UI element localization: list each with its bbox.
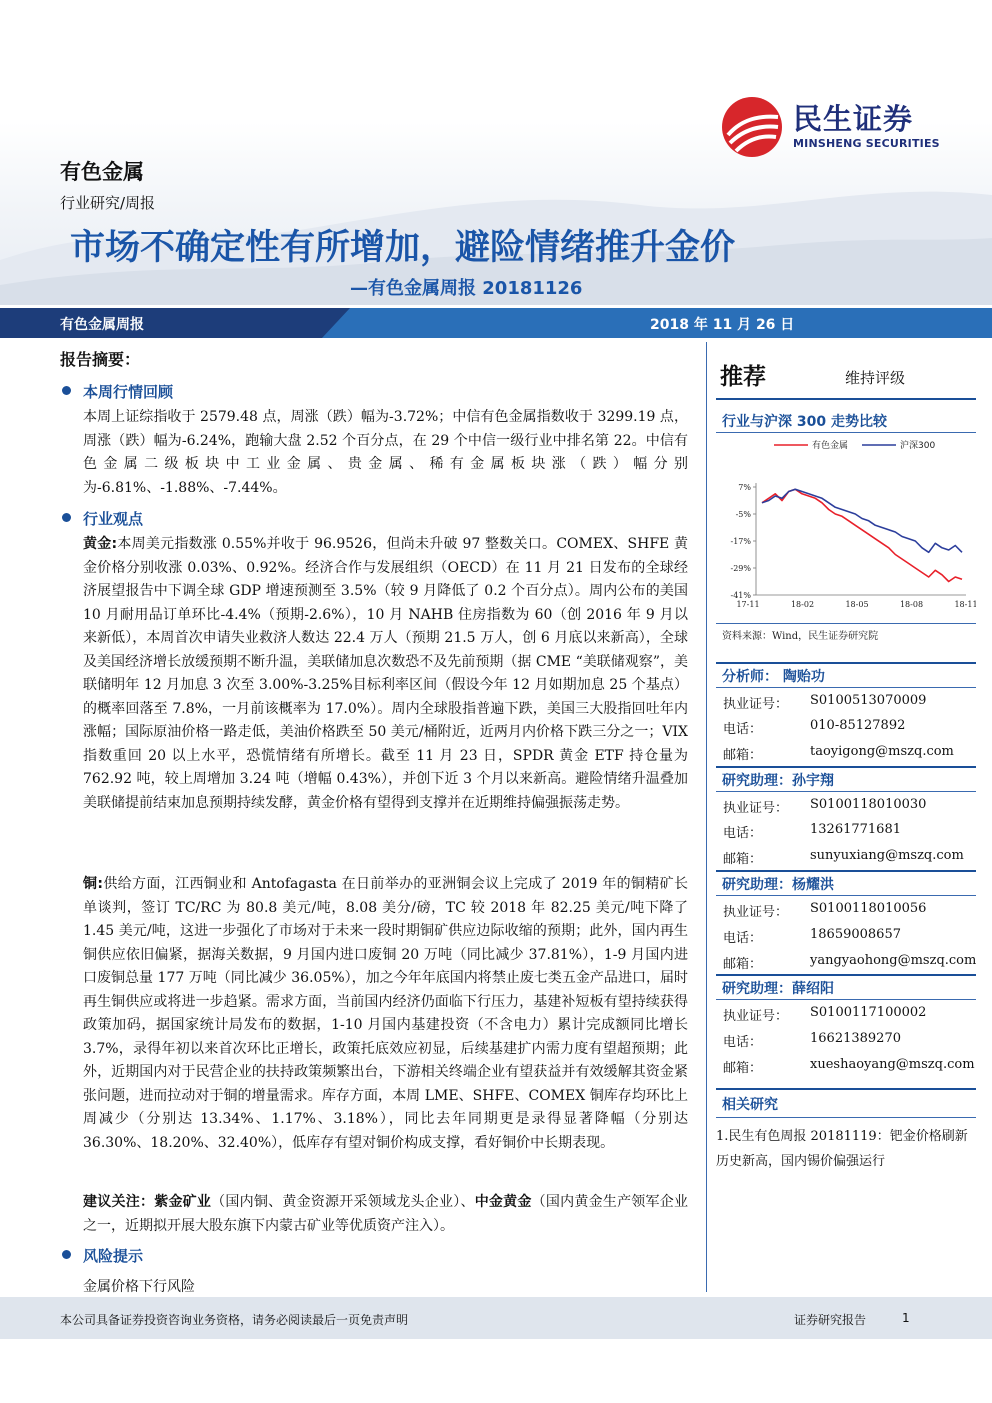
review-paragraph: 本周上证综指收于 2579.48 点，周涨（跌）幅为-3.72%；中信有色金属指数收于 3299.19 点，周涨（跌）幅为-6.24%，跑输大盘 2.52 个百分点，在 29 个中信一级行业中排名第 22。中信有色金属二级板块中工业金属、贵金属、稀有金属板块涨（跌）幅分别为-6.81%、-1.88%、-7.44%。	[83, 409, 688, 496]
copper-paragraph: 铜:供给方面，江西铜业和 Antofagasta 在日前举办的亚洲铜会议上完成了 2019 年的铜精矿长单谈判，签订 TC/RC 为 80.8 美元/吨，8.08 美分/磅，TC 较 2018 年 82.25 美元/吨下降了 1.45 美元/吨，这进一步强化了市场对于未来一段时期铜矿供应边际收缩的预期；此外，国内再生铜供应依旧偏紧，据海关数据，9 月国内进口废铜 20 万吨（同比减少 37.81%），1-9 月国内进口废铜总量 177 万吨（同比减少 36.05%），加之今年年底国内将禁止废七类五金产品进口，届时再生铜供应或将进一步趋紧。需求方面，当前国内经济仍面临下行压力，基建补短板有望持续获得政策加码，据国家统计局发布的数据，1-10 月国内基建投资（不含电力）累计完成额同比增长 3.7%，录得年初以来首次环比正增长，政策托底效应初显，后续基建扩内需力度有望超预期；此外，近期国内对于民营企业的扶持政策频繁出台，下游相关终端企业有望获益并有效缓解其资金紧张问题，进而拉动对于铜的增量需求。库存方面，本周 LME、SHFE、COMEX 铜库存均环比上周减少（分别达 13.34%、1.17%、3.18%），同比去年同期更是录得显著降幅（分别达 36.30%、18.20%、32.40%），低库存有望对铜价构成支撑，看好铜价中长期表现。	[83, 876, 688, 1151]
section-industry-view: 行业观点	[62, 508, 143, 529]
industry-label: 有色金属	[60, 160, 144, 184]
assistant3-title: 研究助理：薛绍阳	[722, 981, 834, 997]
report-header	[0, 0, 992, 305]
assistant3-email[interactable]: xueshaoyang@mszq.com	[810, 1057, 975, 1072]
related-research-title: 相关研究	[722, 1097, 778, 1113]
chart-series	[762, 489, 962, 581]
chart-y-axis	[731, 483, 756, 600]
gold-label: 黄金:	[83, 536, 118, 552]
logo-mark-icon	[720, 95, 784, 159]
assistant2-title: 研究助理：杨耀洪	[722, 877, 834, 893]
page-number: 1	[902, 1311, 910, 1325]
chart-source: 资料来源：Wind，民生证券研究院	[722, 631, 879, 642]
recommendation: 推荐	[720, 364, 766, 390]
report-banner	[0, 308, 992, 338]
trend-chart-title: 行业与沪深 300 走势比较	[722, 414, 887, 430]
assistant1-cert: S0100118010030	[810, 797, 927, 812]
series-line-1	[762, 489, 962, 552]
page-footer	[0, 1297, 992, 1339]
legend-label-1: 沪深300	[900, 441, 936, 451]
y-tick-label-4: -41%	[730, 591, 751, 600]
assistant3-cert: S0100117100002	[810, 1005, 927, 1020]
legend-label-0: 有色金属	[812, 441, 849, 451]
assistant2-email[interactable]: yangyaohong@mszq.com	[810, 953, 977, 968]
banner-date: 2018 年 11 月 26 日	[650, 317, 795, 333]
logo-chinese: 民生证券	[793, 102, 914, 136]
analyst-cert: S0100513070009	[810, 693, 927, 708]
abstract-label: 报告摘要：	[60, 350, 141, 369]
x-tick-label-2: 18-05	[845, 600, 869, 609]
analyst-email[interactable]: taoyigong@mszq.com	[810, 744, 954, 759]
suggestion-label: 建议关注：	[83, 1194, 155, 1210]
column-divider	[706, 342, 707, 1292]
logo-english: MINSHENG SECURITIES	[793, 137, 940, 150]
report-title: 市场不确定性有所增加，避险情绪推升金价	[70, 228, 736, 268]
assistant3-phone: 16621389270	[810, 1031, 901, 1046]
banner-series-name: 有色金属周报	[60, 317, 144, 333]
risk-paragraph: 金属价格下行风险	[83, 1279, 195, 1295]
section-risk: 风险提示	[62, 1245, 143, 1266]
bullet-icon	[62, 513, 71, 522]
assistant1-title: 研究助理：孙宇翔	[722, 773, 834, 789]
assistant2-cert: S0100118010056	[810, 901, 927, 916]
assistant1-email[interactable]: sunyuxiang@mszq.com	[810, 848, 964, 863]
assistant1-phone: 13261771681	[810, 822, 901, 837]
related-research-item[interactable]: 1.民生有色周报 20181119：钯金价格刷新历史新高，国内锡价偏强运行	[716, 1129, 968, 1169]
rating-status: 维持评级	[845, 369, 906, 387]
copper-label: 铜:	[83, 876, 103, 892]
y-tick-label-3: -29%	[730, 564, 751, 573]
x-tick-label-3: 18-08	[899, 600, 924, 609]
footer-report-label: 证券研究报告	[794, 1313, 867, 1327]
bullet-icon	[62, 386, 71, 395]
section-weekly-review: 本周行情回顾	[62, 381, 173, 402]
footer-disclaimer: 本公司具备证券投资咨询业务资格，请务必阅读最后一页免责声明	[60, 1313, 409, 1327]
bullet-icon	[62, 1250, 71, 1259]
y-tick-label-1: -5%	[735, 510, 751, 519]
chart-legend	[774, 439, 935, 451]
suggestion-paragraph: 建议关注：紫金矿业（国内铜、黄金资源开采领域龙头企业）、中金黄金（国内黄金生产领军企业之一，近期拟开展大股东旗下内蒙古矿业等优质资产注入）。	[83, 1194, 689, 1234]
x-tick-label-1: 18-02	[790, 600, 815, 609]
chart-x-axis	[736, 595, 976, 609]
stock-zhongjin: 中金黄金	[474, 1194, 532, 1210]
analyst-phone: 010-85127892	[810, 718, 906, 733]
x-tick-label-4: 18-11	[954, 600, 976, 609]
x-tick-label-0: 17-11	[736, 600, 760, 609]
stock-zijin: 紫金矿业	[154, 1194, 212, 1210]
analyst-title: 分析师： 陶贻功	[722, 669, 825, 685]
company-logo	[720, 95, 960, 159]
y-tick-label-2: -17%	[730, 537, 751, 546]
y-tick-label-0: 7%	[738, 483, 751, 492]
trend-chart	[716, 432, 976, 622]
trend-chart-svg	[716, 432, 976, 622]
series-line-0	[762, 489, 962, 581]
report-type: 行业研究/周报	[60, 194, 156, 212]
gold-paragraph: 黄金:本周美元指数涨 0.55%并收于 96.9526，但尚未升破 97 整数关口。COMEX、SHFE 黄金价格分别收涨 0.03%、0.92%。经济合作与发展组织（OECD）在 11 月 21 日发布的全球经济展望报告中下调全球 GDP 增速预测至 3.5%（较 9 月降低了 0.2 个百分点）。周内公布的美国 10 月耐用品订单环比-4.4%（预期-2.6%），10 月 NAHB 住房指数为 60（创 2016 年 9 月以来新低），本周首次申请失业救济人数达 22.4 万人（预期 21.5 万人，创 6 月底以来新高），全球及美国经济增长放缓预期不断升温，美联储加息次数恐不及先前预期（据 CME “美联储观察”，美联储明年 12 月加息 3 次至 3.00%-3.25%目标利率区间（假设今年 12 月如期加息 25 个基点）的概率回落至 7.8%，一月前该概率为 17.0%）。周内全球股指普遍下跌，美国三大股指回吐年内涨幅；国际原油价格一路走低，美油价格跌至 50 美元/桶附近，近两月内价格下跌三分之一；VIX 指数重回 20 以上水平，恐慌情绪有所增长。截至 11 月 23 日，SPDR 黄金 ETF 持仓量为 762.92 吨，较上周增加 3.24 吨（增幅 0.43%），并创下近 3 个月以来新高。避险情绪升温叠加美联储提前结束加息预期持续发酵，黄金价格有望得到支撑并在近期维持偏强振荡走势。	[83, 536, 688, 811]
report-subtitle: —有色金属周报 20181126	[350, 278, 583, 299]
assistant2-phone: 18659008657	[810, 927, 901, 942]
